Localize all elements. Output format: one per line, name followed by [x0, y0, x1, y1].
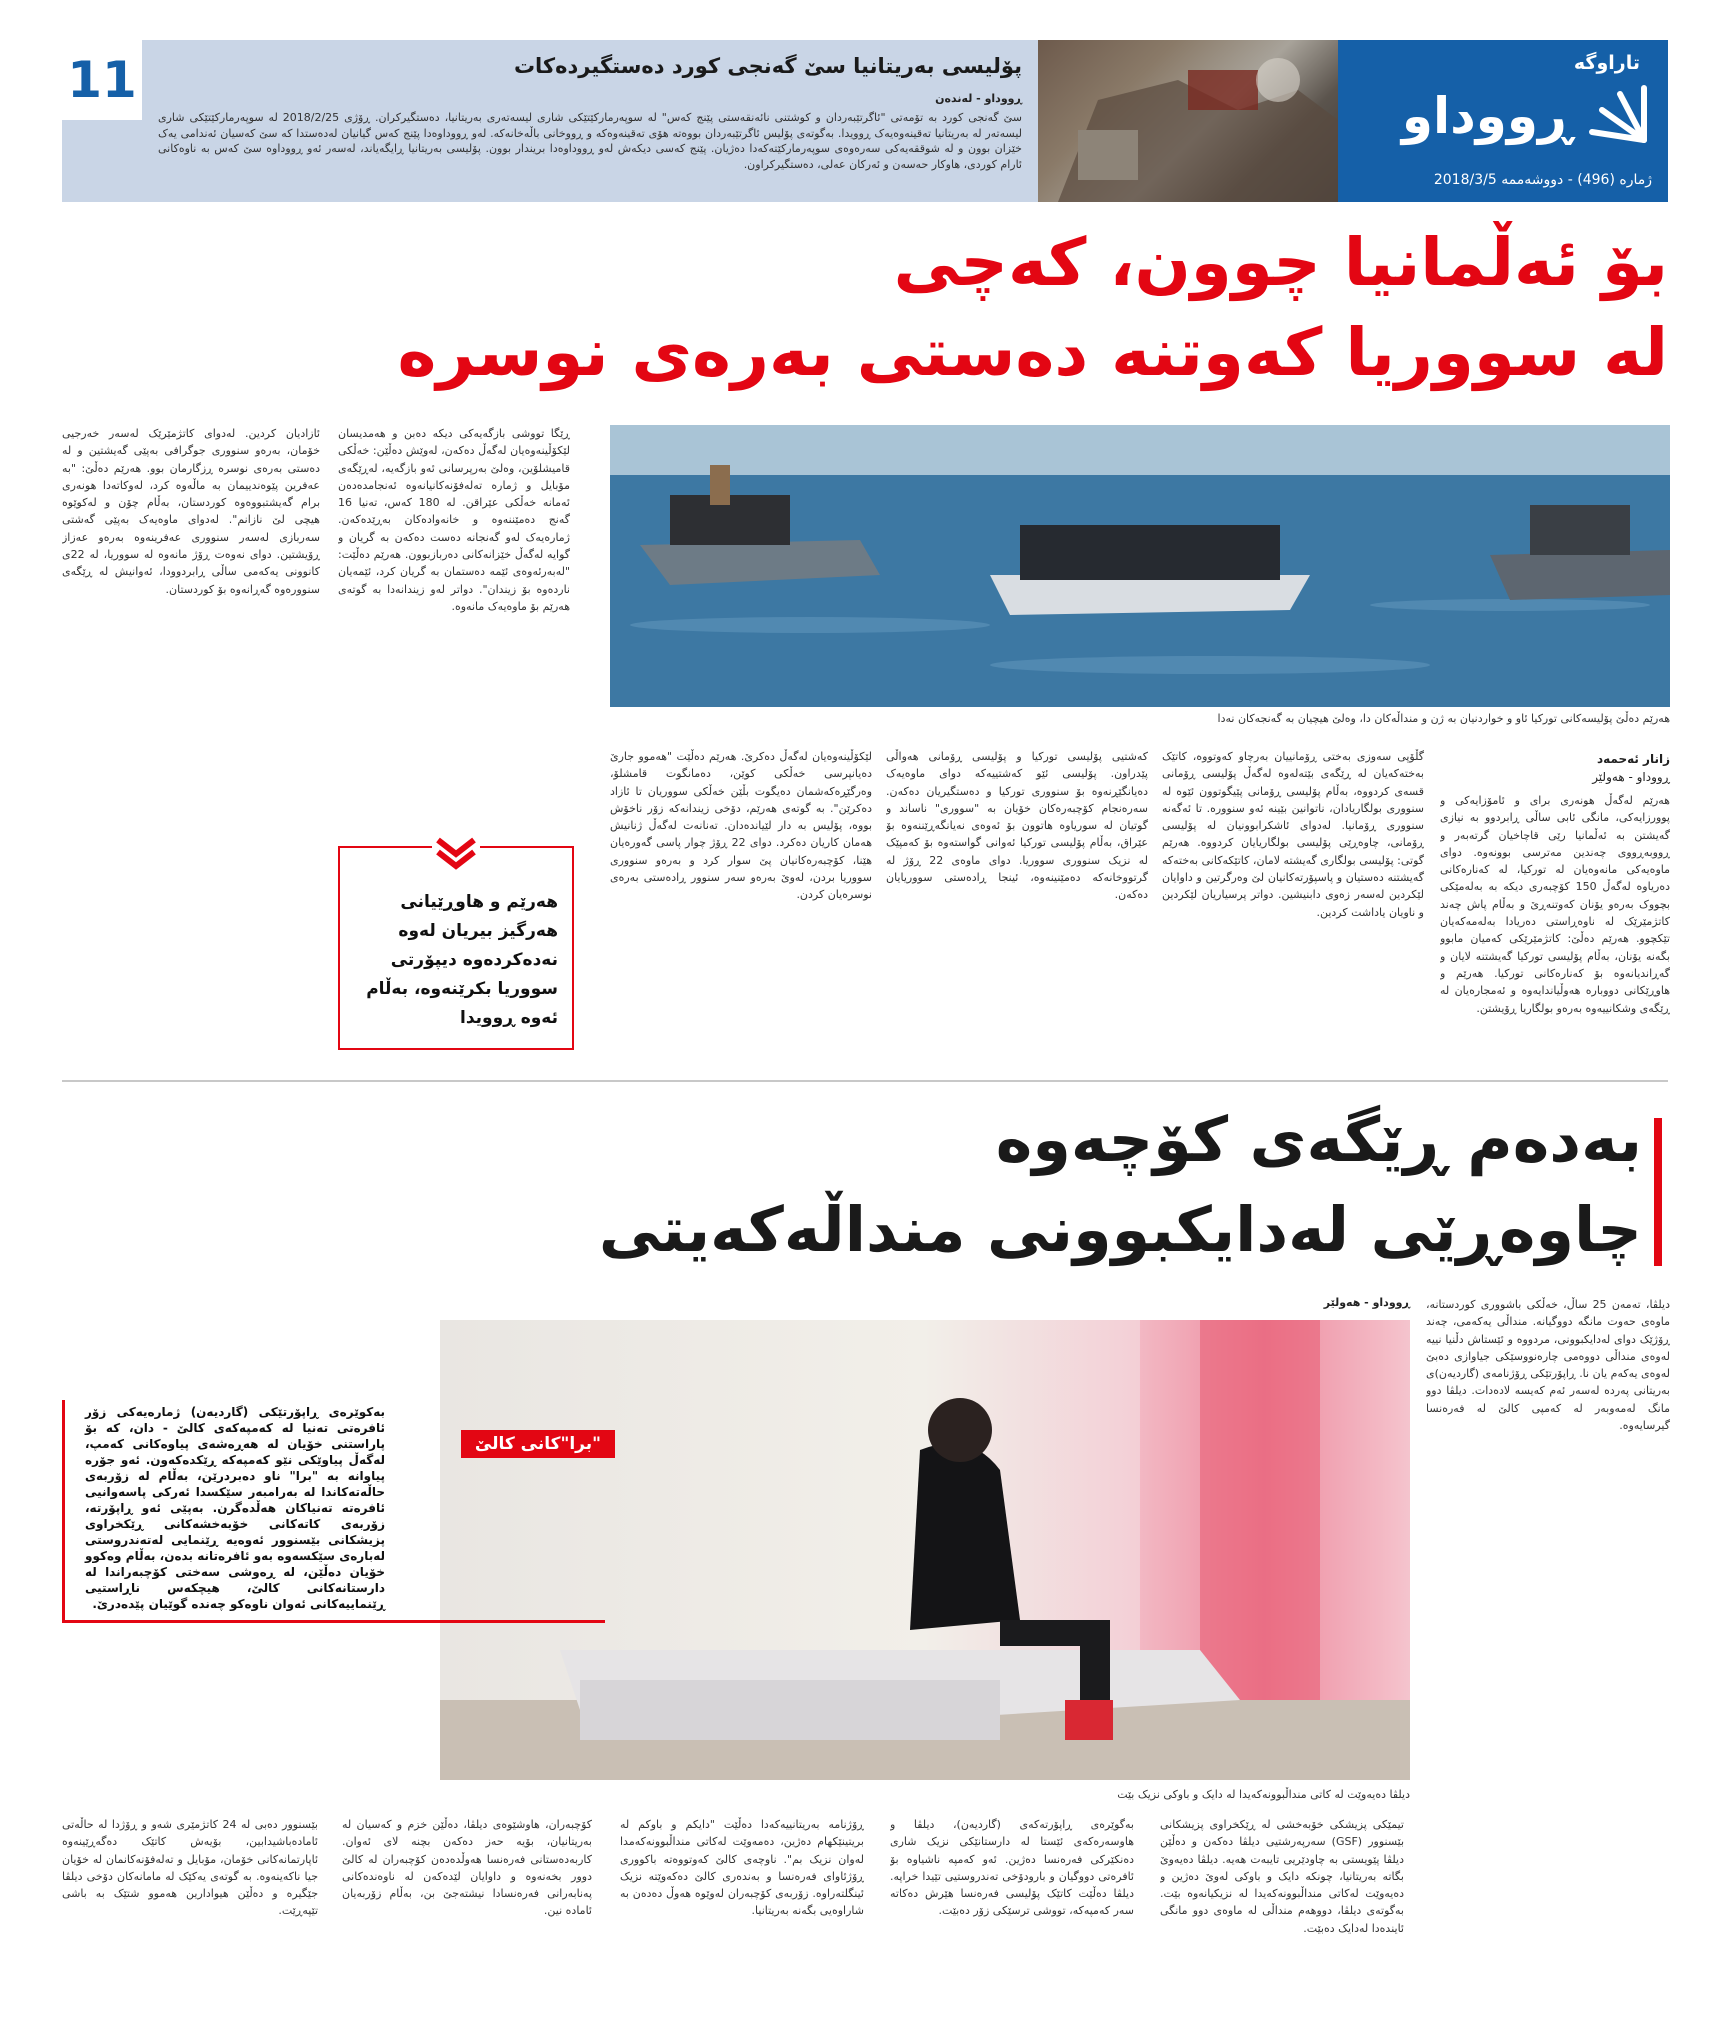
story1-byline-name: زانار ئەحمەد	[1596, 752, 1670, 766]
story1-photo-caption: هەرێم دەڵێ پۆلیسەکانی تورکیا ئاو و خواردنیان بە ژن و منداڵەکان دا، وەلێ هیچیان بە گەنجەکان نەدا	[1217, 712, 1670, 725]
story1-column-1: هەرێم لەگەڵ هونەری برای و ئامۆزایەکی و پوورزایەکی، مانگی ئابی ساڵی ڕابردوو بە نیازی گەیشتن بە ئەڵمانیا رێی قاچاخیان گرتەبەر و ڕووبەڕووی چەندین مەترسی بوونەوە. دوای ماوەیەکی مانەوەیان لە تورکیا، لە کەنارەکانی دەریاوە لەگەڵ 150 کۆچبەری دیکە بە بەلەمێکی بچووک بەرەو یۆنان کەوتنەڕێ و بەڵام پاش چەند کاتژمێرێک لە ناوەڕاستی دەریادا بەلەمەکەیان تێکچوو. هەرێم دەڵێ: کاتژمێرێکی کەمیان مابوو بگەنە یۆنان، بەڵام پۆلیسی تورکیا گەیشتنە لایان و گەڕاندیانەوە بۆ کەنارەکانی تورکیا. هەرێم و هاوڕێکانی دووبارە هەوڵیاندایەوە و ئەمجارەیان لە ڕێگەی وشکانییەوە بەرەو بولگاریا ڕۆیشتن.	[1440, 794, 1670, 1015]
story1-column-2: گڵۆپی سەوزی بەختی ڕۆمانییان بەرچاو کەوتووە، کاتێک بەختەکەیان لە ڕێگەی بێتەلەوە لەگەڵ پۆلیسی ڕۆمانی قسەی کردووە، بەڵام پۆلیسی ڕۆمانی پێیگوتوون ئێوە لە سنووری بولگاریادان، ناتوانین بێینە ئەو سنوورە. تا ئەگەنە سنووری ڕۆمانیا. لەدوای ئاشکرابوونیان لە پۆلیسی ڕۆمانی، چاوەڕێی پۆلیسی بولگاریایان کردووە. هەرێم گوتی: پۆلیسی بولگاری گەیشتە لامان، کاتێکەکانی بەختەکە گەیشتنە دەستیان و پاسپۆرتەکانیان لێ وەرگرتین و داوایان لێکردین لەسەر زەوی دابنیشین. دواتر پرسیاریان لێکردین و ناویان یاداشت کردین.	[1162, 750, 1424, 919]
story2-photo-caption: دیلڤا دەیەوێت لە کاتی منداڵبوونەکەیدا لە دایک و باوکی نزیک بێت	[1117, 1788, 1410, 1801]
migrant-boats-at-sea-image	[610, 425, 1670, 707]
story1-column-3: کەشتیی پۆلیسی تورکیا و پۆلیسی ڕۆمانی هەواڵی پێدراون. پۆلیسی ئێو کەشتییەکە دوای ماوەیەک دەیانگێڕنەوە بۆ سنووری تورکیا و دەستگیریان دەکەن. سەرەنجام کۆچبەرەکان خۆیان بە "سووری" ناساند و گوتیان لە سوریاوە هاتوون بۆ ئەوەی نەیانگەڕێننەوە بۆ عێراق، بەڵام پۆلیسی تورکیا ئەوانی گواستەوە بۆ کەمپێک لە نزیک سنووری سووریا. دوای ماوەی 22 ڕۆژ لە گرتووخانەکە دەمێنینەوە، ئینجا ڕادەستی سووریایان دەکەن.	[886, 750, 1148, 902]
section-name: تاراوگە	[1573, 52, 1640, 74]
teaser-headline: پۆلیسی بەریتانیا سێ گەنجی کورد دەستگیردەکات	[513, 54, 1022, 78]
collapsed-building-image	[1038, 40, 1338, 202]
masthead	[62, 40, 1668, 202]
page-number-box	[62, 40, 142, 120]
story2-column-6: بێسنوور دەبی لە 24 کاتژمێری شەو و ڕۆژدا لە حاڵەتی ئامادەباشیدابین، بۆیەش کاتێک دەگەڕێینەوە ئاپارتمانەکانی خۆمان، مۆبایل و تەلەفۆنەکانمان لە خۆیان جیا ناکەینەوە. بە گوتەی یەکێک لە مامانەکان دۆخی دیلڤا جێگیرە و دەڵێن هیوادارین هەموو شتێک بە باشی تێپەڕێت.	[62, 1818, 318, 1918]
story2-column-5: کۆچبەران، هاوشێوەی دیلڤا، دەڵێن خزم و کەسیان لە بەریتانیان، بۆیە حەز دەکەن بچنە لای ئەوان. کاربەدەستانی فەرەنسا هەوڵدەدەن کۆچبەران لە کالێ دوور بخەنەوە و داوایان لێدەکەن لە ناوەندەکانی پەنابەرانی فەرەنسادا نیشتەجێ بن، بەڵام زۆربەیان ئامادە نین.	[342, 1818, 592, 1918]
story2-column-2: تیمێکی پزیشکی خۆبەخشی لە ڕێکخراوی پزیشکانی بێسنوور (GSF) سەرپەرشتیی دیلڤا دەکەن و دەڵێن دیلڤا پێویستی بە چاودێریی تایبەت هەیە. دیلڤا دەیەوێ بگاتە بەریتانیا، چونکە دایک و باوکی لەوێ دەژین و دەیەوێت لەکاتی منداڵبوونەکەیدا لە نزیکیانەوە بێت. بەگوتەی دیلڤا، دووهەم منداڵی لە ماوەی دوو مانگی ئایندەدا لەدایک دەبێت.	[1160, 1818, 1404, 1935]
teaser-body: سێ گەنجی کورد بە تۆمەتی "ئاگرتێبەردان و کوشتنی نائەنقەستی پێنج کەس" لە سوپەرمارکێتێکی شاری لیسەتەری بەریتانیا، دەستگیرکران. ڕۆژی 2018/2/25 لە سوپەرمارکێتێکی شاری لیسەتەر لە بەریتانیا تەقینەوەیەک ڕوویدا. بەگوتەی پۆلیس ئاگرتێبەردان بووەتە هۆی تەقینەوەکە و ڕووخانی باڵەخانەکە. لەو ڕووداوەدا پێنج کەس گیانیان لەدەستدا کە سێ کەسیان ئەندامی یەک خێزان بوون و لە شوققەیەکی سەرەوەی سوپەرمارکێتەکەدا دەژیان. پێنج کەسی دیکەش لەو ڕووداوەدا بریندار بوون. پۆلیسی بەریتانیا ڕایگەیاند، لەسەر ئەو ڕووداوە سێ کەس بە ناوەکانی ئارام کوردی، هاوکار حەسەن و ئەرکان عەلی، دەستگیرکراون.	[158, 111, 1022, 171]
story1-photo	[610, 425, 1670, 707]
sunburst-logo-icon	[1574, 70, 1654, 150]
brand-logo-box	[1338, 40, 1668, 202]
page-number: 11	[67, 51, 137, 109]
story1-pull-quote: هەرێم و هاوڕێیانی هەرگیز بیریان لەوە نەدەکردەوە دیپۆرتی سووریا بکرێنەوە، بەڵام ئەوە ڕوویدا	[366, 892, 558, 1028]
story2-byline: ڕووداو - هەولێر	[1323, 1296, 1410, 1309]
brand-name: ڕووداو	[1401, 87, 1572, 145]
teaser-photo	[1038, 40, 1338, 202]
sidebar-box	[62, 1400, 605, 1623]
story1-column-4: لێکۆڵینەوەیان لەگەڵ دەکرێ. هەرێم دەڵێت "هەموو جارێ دەیانپرسی خەڵکی کوێن، دەمانگوت قامشلۆ، وەرگێڕەکەشمان دەیگوت بڵێن خەڵکی سووریان تا ئازاد دەکرێن". بە گوتەی هەرێم، دۆخی زیندانەکە زۆر ناخۆش بووە، پۆلیس بە دار لێیاندەدان. تەنانەت لەگەڵ ژنانیش هەمان کاریان دەکرد. دوای 22 ڕۆژ چوار پاسی گەورەیان هێنا، کۆچبەرەکانیان پێ سوار کرد و بەرەو سنووری سووریا بردن، لەوێ بەرەو سەر سنوور ڕادەستی بەرەی نوسرەیان کردن.	[610, 750, 872, 902]
story2-column-1: دیلڤا، تەمەن 25 ساڵ، خەڵکی باشووری کوردستانە، ماوەی حەوت مانگە دووگیانە. منداڵی یەکەمی، چەند ڕۆژێک دوای لەدایکبوونی، مردووە و ئێستاش دڵنیا نییە لەوەی منداڵی دووەمی چارەنووسێکی جیاوازی دەبێ لەوەی یەکەم یان نا. ڕاپۆرتێکی ڕۆژنامەی (گاردیەن)ی بەریتانی پەردە لەسەر ئەم کەیسە لادەدات. دیلڤا دوو مانگ لەمەوبەر لە کەمپی کالێ لە فەرەنسا گیرسایەوە.	[1426, 1298, 1670, 1433]
story1-column-6: ئازادیان کردین. لەدوای کاتژمێرێک لەسەر خەرجیی خۆمان، بەرەو سنووری جوگرافی بەپێی گەیشتین و لە دەستی بەرەی نوسرە ڕزگارمان بوو. هەرێم دەڵێ: "بە عەفرین پێوەندییمان بە ماڵەوە کرد، لەوکاتەدا هونەری برام گەیشتبووەوە کوردستان، بەڵام چۆن و لەکوێوە هیچی لێ نازانم". لەدوای ماوەیەک بەپێی گەشتی سەربازی لەسەر سنووری عەفرینەوە بەرەو عەزاز ڕۆیشتین. دوای نەوەت ڕۆژ مانەوە لە سووریا، لە 22ی کانوونی یەکەمی ساڵی ڕابردوودا، ئەوانیش لە ڕێگەی سنوورەوە گەڕانەوە بۆ کوردستان.	[62, 427, 320, 596]
sidebar-tag: "برا"کانی کالێ	[461, 1430, 615, 1458]
section-divider	[62, 1080, 1668, 1082]
sidebar-text: بەکوێرەی ڕاپۆرتێکی (گاردیەن) ژمارەیەکی زۆر ئافرەتی تەنیا لە کەمپەکەی کالێ - دان، کە بۆ پاراستنی خۆیان لە هەڕەشەی پیاوەکانی کەمپ، لەگەڵ پیاوێکی نێو کەمپەکە ڕێکدەکەون. ئەو جۆرە پیاوانە بە "برا" ناو دەبردرێن، بەڵام لە زۆربەی حاڵەتەکاندا لە بەرامبەر سێکسدا ئەرکی پاسەوانیی ئافرەتە تەنیاکان هەڵدەگرن. بەپێی ئەو ڕاپۆرتە، زۆربەی کاتەکانی خۆبەخشەکانی ڕێکخراوی پزیشکانی بێسنوور ئەوەیە ڕێنمایی لەتەندروستی لەبارەی سێکسەوە بەو ئافرەتانە بدەن، بەڵام وەکوو خۆیان دەڵێن، لە ڕەوشی سەختی کۆچبەراندا لە دارستانەکانی کالێ، هیچکەس ناڕاستیی ڕێنماییەکانی ئەوان ناوەکو چەندە گوێیان پێدەدرێ.	[85, 1405, 385, 1611]
teaser-byline: ڕووداو - لەندەن	[935, 92, 1022, 105]
story2-headline-line2: چاوەڕێی لەدایکبوونی منداڵەکەیتی	[598, 1193, 1642, 1266]
story2-column-4: ڕۆژنامە بەریتانییەکەدا دەڵێت "دایکم و باوکم لە بریتینێکهام دەژین، دەمەوێت لەکاتی منداڵبوونەکەمدا لەوان نزیک بم". ناوچەی کالێ کەوتووەتە باکووری ڕۆژئاوای فەرەنسا و بەندەری کالێ دەکەوێتە نزیک ئینگلتەراوە. زۆربەی کۆچبەران لەوێوە هەوڵ دەدەن بە شاراوەیی بگەنە بەریتانیا.	[620, 1818, 864, 1918]
issue-info: ژمارە (496) - دووشەممە 2018/3/5	[1433, 172, 1652, 188]
story1-headline-line2: لە سووریا کەوتنە دەستی بەرەی نوسرە	[397, 314, 1668, 391]
story1-pull-quote-box	[338, 846, 574, 1050]
story1-byline-place: ڕووداو - هەولێر	[1592, 770, 1670, 784]
chevron-down-icon	[432, 834, 480, 872]
story2-headline-line1: بەدەم ڕێگەی کۆچەوە	[995, 1103, 1642, 1176]
story2-column-3: بەگوێرەی ڕاپۆرتەکەی (گاردیەن)، دیلڤا و هاوسەرەکەی ئێستا لە دارستانێکی نزیک شاری دەنکێرکی فەرەنسا دەژین. ئەو کەمپە ناشیاوە بۆ ئافرەتی دووگیان و بارودۆخی تەندروستیی تێیدا خراپە. دیلڤا دەڵێت کاتێک پۆلیسی فەرەنسا هێرش دەکاتە سەر کەمپەکە، تووشی ترسێکی زۆر دەبێت.	[890, 1818, 1134, 1918]
story1-column-5: ڕێگا تووشی بازگەیەکی دیکە دەبن و هەمدیسان لێکۆڵینەوەیان لەگەڵ دەکەن، لەوێش دەڵێن: خەڵکی قامیشلۆین، وەلێ بەرپرسانی ئەو بازگەیە، لەڕێگەی مۆبایل و ژمارە تەلەفۆنەکانیانەوە ئەنجامدەدەن ئەمانە خەڵکی عێراقن. لە 180 کەس، تەنیا 16 گەنج دەمێننەوە و خانەوادەکان بەڕێدەکەن. ژمارەیەک لەو گەنجانە دەست دەکەن بە گریان و گوایە لەگەڵ خێزانەکانی دەربازبوون. هەرێم دەڵێت: "لەبەرئەوەی ئێمە دەستمان بە گریان کرد، ئێمەیان ناردەوە بۆ زیندان". دواتر لەو زیندانەدا بە گوتەی هەرێم بۆ ماوەیەک مانەوە.	[338, 427, 570, 613]
story2-accent-bar	[1654, 1118, 1662, 1266]
story1-headline-line1: بۆ ئەڵمانیا چوون، کەچی	[893, 224, 1668, 301]
